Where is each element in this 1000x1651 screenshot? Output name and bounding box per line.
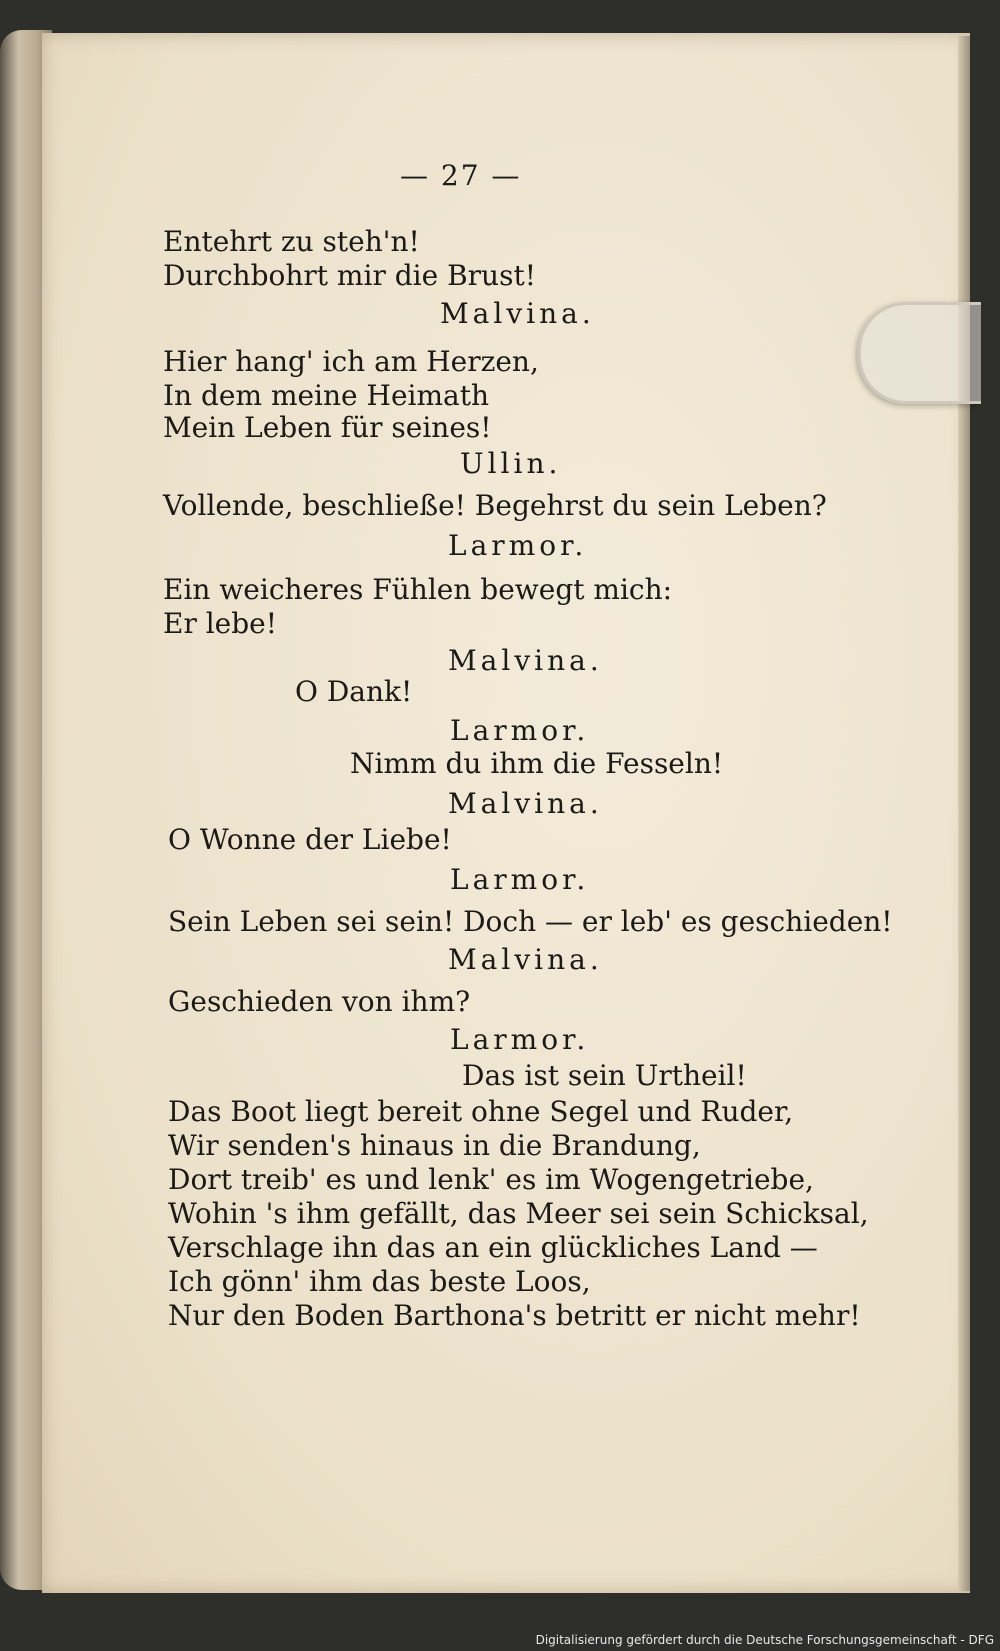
- verse-line: Er lebe!: [163, 607, 277, 640]
- digitization-credit: Digitalisierung gefördert durch die Deutsche Forschungsgemeinschaft - DFG: [535, 1633, 994, 1647]
- page-edge: [958, 36, 970, 1591]
- verse-line: Hier hang' ich am Herzen,: [163, 345, 539, 378]
- verse-line: Geschieden von ihm?: [168, 985, 471, 1018]
- speaker-name: Larmor.: [450, 1023, 590, 1056]
- verse-line: Verschlage ihn das an ein glückliches Land —: [168, 1231, 818, 1264]
- verse-line: Dort treib' es und lenk' es im Wogengetriebe,: [168, 1163, 814, 1196]
- page-clip-marker: [858, 302, 981, 404]
- speaker-name: Malvina.: [440, 297, 595, 330]
- verse-line: Ein weicheres Fühlen bewegt mich:: [163, 573, 673, 606]
- verse-line: Sein Leben sei sein! Doch — er leb' es geschieden!: [168, 905, 893, 938]
- verse-line: Durchbohrt mir die Brust!: [163, 259, 536, 292]
- verse-line: O Wonne der Liebe!: [168, 823, 452, 856]
- speaker-name: Larmor.: [450, 714, 590, 747]
- verse-line: In dem meine Heimath: [163, 379, 489, 412]
- speaker-name: Malvina.: [448, 644, 603, 677]
- page-number: — 27 —: [400, 159, 522, 192]
- speaker-name: Malvina.: [448, 943, 603, 976]
- verse-line: Das Boot liegt bereit ohne Segel und Ruder,: [168, 1095, 794, 1128]
- verse-line: Das ist sein Urtheil!: [462, 1059, 747, 1092]
- verse-line: Ich gönn' ihm das beste Loos,: [168, 1265, 591, 1298]
- speaker-name: Larmor.: [450, 863, 590, 896]
- verse-line: Nur den Boden Barthona's betritt er nicht mehr!: [168, 1299, 861, 1332]
- speaker-name: Malvina.: [448, 787, 603, 820]
- verse-line: Mein Leben für seines!: [163, 411, 492, 444]
- verse-line: Wir senden's hinaus in die Brandung,: [168, 1129, 701, 1162]
- speaker-name: Ullin.: [460, 447, 562, 480]
- verse-line: Nimm du ihm die Fesseln!: [350, 747, 724, 780]
- speaker-name: Larmor.: [448, 529, 588, 562]
- verse-line: Vollende, beschließe! Begehrst du sein Leben?: [163, 489, 827, 522]
- verse-line: Wohin 's ihm gefällt, das Meer sei sein Schicksal,: [168, 1197, 869, 1230]
- verse-line: O Dank!: [295, 675, 413, 708]
- verse-line: Entehrt zu steh'n!: [163, 225, 420, 258]
